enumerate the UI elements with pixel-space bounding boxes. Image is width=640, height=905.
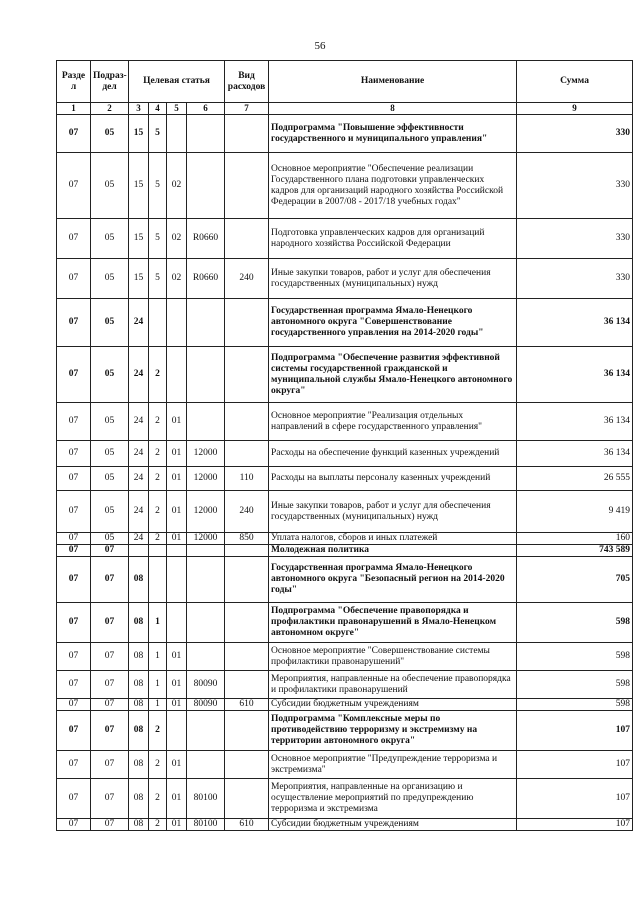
cell-program: 08 [129, 557, 149, 603]
cell-podrazdel: 07 [91, 699, 129, 711]
cell-expense-type: 240 [225, 259, 269, 299]
cell-podrazdel: 05 [91, 259, 129, 299]
cell-subprogram: 2 [149, 711, 167, 751]
cell-subprogram [149, 299, 167, 347]
cell-sum: 743 589 [517, 545, 633, 557]
cell-subprogram: 2 [149, 533, 167, 545]
cell-measure [167, 711, 187, 751]
table-row [57, 153, 633, 219]
cell-razdel: 07 [57, 467, 91, 491]
cell-name: Государственная программа Ямало-Ненецкого автономного округа "Безопасный регион на 2014-2020 годы" [269, 557, 517, 603]
cell-sum: 598 [517, 671, 633, 699]
cell-program: 15 [129, 259, 149, 299]
cell-name: Иные закупки товаров, работ и услуг для обеспечения государственных (муниципальных) нужд [269, 491, 517, 533]
cell-direction: 80100 [187, 819, 225, 831]
cell-razdel: 07 [57, 219, 91, 259]
cell-program: 08 [129, 751, 149, 779]
cell-measure: 01 [167, 643, 187, 671]
cell-direction [187, 751, 225, 779]
header-name: Наименование [269, 61, 517, 103]
table-row [57, 819, 633, 831]
cell-razdel: 07 [57, 603, 91, 643]
cell-program: 08 [129, 643, 149, 671]
cell-name: Молодежная политика [269, 545, 517, 557]
cell-podrazdel: 07 [91, 557, 129, 603]
cell-measure: 02 [167, 259, 187, 299]
cell-expense-type [225, 671, 269, 699]
cell-name: Государственная программа Ямало-Ненецкого автономного округа "Совершенствование государственного управления на 2014-2020 годы" [269, 299, 517, 347]
cell-name: Подпрограмма "Обеспечение развития эффективной системы государственной гражданской и муниципальной службы Ямало-Ненецкого автономного округа" [269, 347, 517, 403]
table-row [57, 347, 633, 403]
cell-expense-type: 110 [225, 467, 269, 491]
cell-program: 24 [129, 403, 149, 441]
cell-subprogram: 2 [149, 441, 167, 467]
cell-razdel: 07 [57, 259, 91, 299]
cell-program: 24 [129, 347, 149, 403]
table-row [57, 643, 633, 671]
table-row [57, 545, 633, 557]
cell-subprogram: 2 [149, 467, 167, 491]
cell-podrazdel: 07 [91, 603, 129, 643]
cell-podrazdel: 05 [91, 219, 129, 259]
cell-sum: 598 [517, 643, 633, 671]
cell-expense-type [225, 711, 269, 751]
cell-direction [187, 403, 225, 441]
cell-program: 08 [129, 699, 149, 711]
cell-sum: 9 419 [517, 491, 633, 533]
cell-expense-type [225, 115, 269, 153]
cell-name: Подготовка управленческих кадров для организаций народного хозяйства Российской Федерации [269, 219, 517, 259]
column-number: 6 [187, 103, 225, 115]
cell-name: Субсидии бюджетным учреждениям [269, 819, 517, 831]
cell-measure: 01 [167, 403, 187, 441]
cell-subprogram: 5 [149, 115, 167, 153]
cell-podrazdel: 05 [91, 153, 129, 219]
cell-measure: 01 [167, 441, 187, 467]
cell-direction [187, 347, 225, 403]
header-target: Целевая статья [129, 61, 225, 103]
cell-razdel: 07 [57, 441, 91, 467]
cell-program: 08 [129, 779, 149, 819]
cell-measure: 01 [167, 533, 187, 545]
cell-direction: 80090 [187, 699, 225, 711]
cell-measure: 01 [167, 751, 187, 779]
table-row [57, 491, 633, 533]
cell-podrazdel: 07 [91, 819, 129, 831]
cell-podrazdel: 07 [91, 545, 129, 557]
cell-program: 24 [129, 533, 149, 545]
cell-sum: 107 [517, 819, 633, 831]
cell-podrazdel: 07 [91, 779, 129, 819]
cell-expense-type: 850 [225, 533, 269, 545]
table-row [57, 299, 633, 347]
cell-program: 24 [129, 299, 149, 347]
cell-expense-type [225, 545, 269, 557]
cell-direction: 80100 [187, 779, 225, 819]
budget-table [56, 60, 633, 831]
cell-program: 15 [129, 115, 149, 153]
cell-razdel: 07 [57, 819, 91, 831]
cell-razdel: 07 [57, 115, 91, 153]
cell-razdel: 07 [57, 699, 91, 711]
cell-expense-type [225, 751, 269, 779]
table-row [57, 467, 633, 491]
table-row [57, 115, 633, 153]
cell-subprogram: 2 [149, 403, 167, 441]
cell-measure: 01 [167, 467, 187, 491]
cell-direction [187, 545, 225, 557]
cell-podrazdel: 05 [91, 347, 129, 403]
cell-name: Основное мероприятие "Совершенствование системы профилактики правонарушений" [269, 643, 517, 671]
cell-razdel: 07 [57, 711, 91, 751]
cell-podrazdel: 05 [91, 491, 129, 533]
table-row [57, 603, 633, 643]
cell-sum: 330 [517, 259, 633, 299]
cell-podrazdel: 07 [91, 643, 129, 671]
cell-program: 24 [129, 491, 149, 533]
cell-direction [187, 643, 225, 671]
table-row [57, 259, 633, 299]
cell-direction [187, 711, 225, 751]
cell-subprogram: 2 [149, 819, 167, 831]
cell-direction: 12000 [187, 533, 225, 545]
cell-expense-type [225, 557, 269, 603]
cell-expense-type [225, 219, 269, 259]
cell-sum: 598 [517, 603, 633, 643]
cell-program: 15 [129, 153, 149, 219]
cell-podrazdel: 07 [91, 751, 129, 779]
cell-measure: 01 [167, 491, 187, 533]
cell-measure [167, 299, 187, 347]
cell-sum: 36 134 [517, 299, 633, 347]
cell-sum: 330 [517, 153, 633, 219]
cell-program: 24 [129, 467, 149, 491]
cell-razdel: 07 [57, 533, 91, 545]
cell-subprogram: 5 [149, 259, 167, 299]
cell-podrazdel: 05 [91, 467, 129, 491]
column-number: 8 [269, 103, 517, 115]
cell-sum: 107 [517, 779, 633, 819]
cell-program [129, 545, 149, 557]
cell-subprogram: 1 [149, 603, 167, 643]
cell-razdel: 07 [57, 779, 91, 819]
table-row [57, 557, 633, 603]
cell-direction: R0660 [187, 259, 225, 299]
cell-name: Подпрограмма "Комплексные меры по противодействию терроризму и экстремизму на территории автономного округа" [269, 711, 517, 751]
column-number: 7 [225, 103, 269, 115]
cell-direction [187, 299, 225, 347]
cell-subprogram: 2 [149, 347, 167, 403]
cell-name: Основное мероприятие "Реализация отдельных направлений в сфере государственного управления" [269, 403, 517, 441]
cell-sum: 36 134 [517, 403, 633, 441]
cell-sum: 36 134 [517, 347, 633, 403]
cell-sum: 705 [517, 557, 633, 603]
cell-sum: 36 134 [517, 441, 633, 467]
cell-subprogram: 1 [149, 643, 167, 671]
cell-razdel: 07 [57, 545, 91, 557]
cell-program: 24 [129, 441, 149, 467]
cell-subprogram: 5 [149, 153, 167, 219]
cell-name: Основное мероприятие "Предупреждение терроризма и экстремизма" [269, 751, 517, 779]
cell-podrazdel: 05 [91, 403, 129, 441]
cell-expense-type [225, 299, 269, 347]
cell-podrazdel: 07 [91, 671, 129, 699]
page-number: 56 [314, 40, 326, 52]
cell-podrazdel: 05 [91, 115, 129, 153]
cell-podrazdel: 05 [91, 533, 129, 545]
table-row [57, 711, 633, 751]
cell-measure [167, 347, 187, 403]
cell-razdel: 07 [57, 671, 91, 699]
cell-program: 08 [129, 603, 149, 643]
cell-podrazdel: 07 [91, 711, 129, 751]
column-number: 4 [149, 103, 167, 115]
cell-name: Подпрограмма "Повышение эффективности государственного и муниципального управления" [269, 115, 517, 153]
cell-subprogram: 2 [149, 491, 167, 533]
cell-subprogram [149, 557, 167, 603]
cell-measure [167, 115, 187, 153]
header-vid: Вид расходов [225, 61, 269, 103]
cell-direction: R0660 [187, 219, 225, 259]
cell-expense-type: 240 [225, 491, 269, 533]
cell-direction: 12000 [187, 441, 225, 467]
cell-sum: 26 555 [517, 467, 633, 491]
column-number: 2 [91, 103, 129, 115]
cell-subprogram: 1 [149, 699, 167, 711]
column-number: 9 [517, 103, 633, 115]
cell-measure [167, 603, 187, 643]
cell-measure [167, 557, 187, 603]
cell-direction [187, 557, 225, 603]
cell-measure [167, 545, 187, 557]
cell-expense-type: 610 [225, 819, 269, 831]
cell-direction: 12000 [187, 491, 225, 533]
cell-sum: 160 [517, 533, 633, 545]
cell-razdel: 07 [57, 299, 91, 347]
cell-measure: 02 [167, 153, 187, 219]
cell-measure: 01 [167, 819, 187, 831]
cell-subprogram: 2 [149, 779, 167, 819]
cell-expense-type [225, 441, 269, 467]
cell-name: Иные закупки товаров, работ и услуг для обеспечения государственных (муниципальных) нужд [269, 259, 517, 299]
cell-program: 08 [129, 711, 149, 751]
cell-direction [187, 115, 225, 153]
table-row [57, 533, 633, 545]
cell-sum: 330 [517, 219, 633, 259]
cell-name: Основное мероприятие "Обеспечение реализации Государственного плана подготовки управленческих кадров для организаций народного хозяйства Российской Федерации в 2007/08 - 2017/18 учебных годах" [269, 153, 517, 219]
cell-expense-type [225, 779, 269, 819]
table-row [57, 219, 633, 259]
cell-razdel: 07 [57, 643, 91, 671]
table-row [57, 779, 633, 819]
cell-expense-type [225, 153, 269, 219]
cell-measure: 01 [167, 699, 187, 711]
cell-razdel: 07 [57, 557, 91, 603]
cell-sum: 330 [517, 115, 633, 153]
cell-program: 08 [129, 671, 149, 699]
cell-program: 08 [129, 819, 149, 831]
cell-measure: 01 [167, 779, 187, 819]
cell-direction: 80090 [187, 671, 225, 699]
cell-subprogram [149, 545, 167, 557]
cell-expense-type [225, 603, 269, 643]
cell-direction [187, 603, 225, 643]
header-razdel: Разде л [57, 61, 91, 103]
cell-measure: 02 [167, 219, 187, 259]
cell-name: Уплата налогов, сборов и иных платежей [269, 533, 517, 545]
cell-name: Мероприятия, направленные на организацию и осуществление мероприятий по предупреждению терроризма и экстремизма [269, 779, 517, 819]
cell-direction [187, 153, 225, 219]
table-row [57, 441, 633, 467]
cell-podrazdel: 05 [91, 441, 129, 467]
header-sum: Сумма [517, 61, 633, 103]
cell-direction: 12000 [187, 467, 225, 491]
cell-expense-type [225, 643, 269, 671]
cell-expense-type [225, 347, 269, 403]
cell-subprogram: 1 [149, 671, 167, 699]
cell-razdel: 07 [57, 491, 91, 533]
column-number-row [57, 103, 633, 115]
cell-name: Подпрограмма "Обеспечение правопорядка и профилактики правонарушений в Ямало-Ненецком автономном округе" [269, 603, 517, 643]
column-number: 1 [57, 103, 91, 115]
table-row [57, 403, 633, 441]
cell-sum: 598 [517, 699, 633, 711]
header-podrazdel: Подраз- дел [91, 61, 129, 103]
cell-expense-type: 610 [225, 699, 269, 711]
table-row [57, 699, 633, 711]
cell-name: Мероприятия, направленные на обеспечение правопорядка и профилактики правонарушений [269, 671, 517, 699]
cell-sum: 107 [517, 711, 633, 751]
table-row [57, 671, 633, 699]
cell-razdel: 07 [57, 347, 91, 403]
cell-expense-type [225, 403, 269, 441]
cell-razdel: 07 [57, 153, 91, 219]
cell-subprogram: 2 [149, 751, 167, 779]
column-number: 3 [129, 103, 149, 115]
cell-sum: 107 [517, 751, 633, 779]
cell-name: Расходы на выплаты персоналу казенных учреждений [269, 467, 517, 491]
cell-razdel: 07 [57, 403, 91, 441]
cell-name: Расходы на обеспечение функций казенных учреждений [269, 441, 517, 467]
column-number: 5 [167, 103, 187, 115]
table-row [57, 751, 633, 779]
cell-subprogram: 5 [149, 219, 167, 259]
cell-program: 15 [129, 219, 149, 259]
cell-podrazdel: 05 [91, 299, 129, 347]
cell-name: Субсидии бюджетным учреждениям [269, 699, 517, 711]
cell-measure: 01 [167, 671, 187, 699]
cell-razdel: 07 [57, 751, 91, 779]
